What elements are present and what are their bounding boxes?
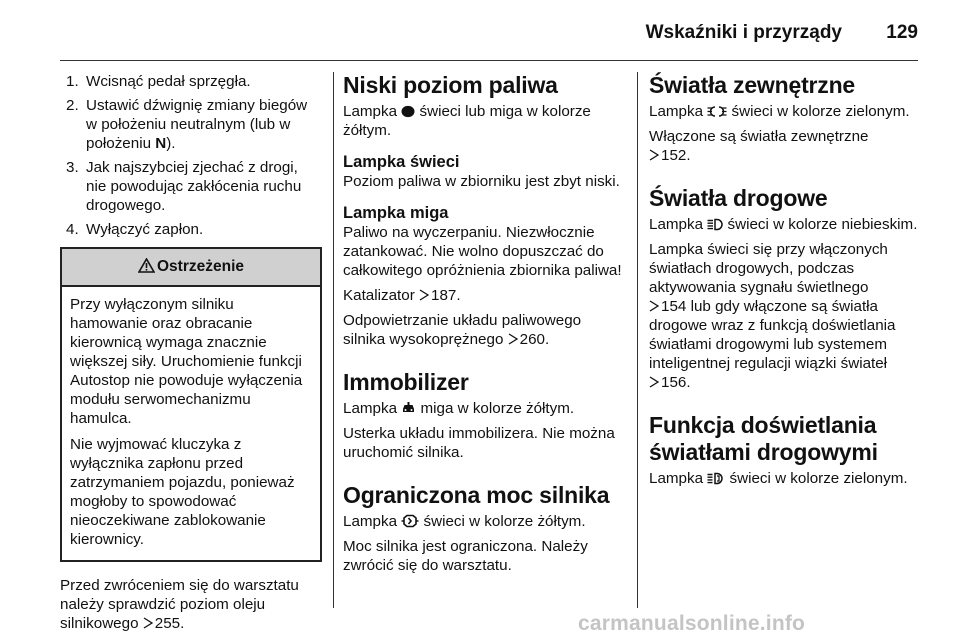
- reduced-power-icon: [401, 514, 419, 528]
- list-item: 4. Wyłączyć zapłon.: [66, 221, 204, 238]
- catalyst-ref: Katalizator 187.: [343, 287, 461, 304]
- fuel-lamp-icon: [401, 105, 415, 118]
- page-ref-arrow-icon: [649, 149, 659, 161]
- page-ref-arrow-icon: [649, 376, 659, 388]
- warning-title: Ostrzeżenie: [156, 258, 244, 275]
- bleed-ref: Odpowietrzanie układu paliwowego silnika wysokoprężnego 260.: [343, 312, 582, 348]
- steps-list: [60, 72, 322, 239]
- high-beam-text: Lampka świeci się przy włączonych światłach drogowych, podczas aktywowania sygnału świetlnego 154 lub gdy włączone są światła drogowe wraz z funkcją doświetlania światłami drogowymi lub systemem inteligentnej regulacji wiązki świateł 156.: [649, 241, 896, 391]
- immobilizer-heading: Immobilizer: [343, 369, 469, 395]
- fuel-flash-text: Paliwo na wyczerpaniu. Niezwłocznie zatankować. Nie wolno dopuszczać do całkowitego opróżnienia zbiornika paliwa!: [343, 224, 622, 279]
- column-3: [649, 72, 924, 494]
- immobilizer-text: Usterka układu immobilizera. Nie można uruchomić silnika.: [343, 425, 615, 461]
- warning-text-2: Nie wyjmować kluczyka z wyłącznika zapłonu przed zatrzymaniem pojazdu, ponieważ mogłoby to spowodować nieoczekiwane zablokowanie kierownicy.: [70, 436, 295, 548]
- page-header-title: Wskaźniki i przyrządy: [645, 22, 842, 43]
- power-heading: Ograniczona moc silnika: [343, 482, 610, 508]
- list-item: 3. Jak najszybciej zjechać z drogi, nie powodując zakłócenia ruchu drogowego.: [66, 159, 302, 214]
- power-text: Moc silnika jest ograniczona. Należy zwrócić się do warsztatu.: [343, 538, 588, 574]
- immobilizer-car-key-icon: [401, 401, 416, 415]
- high-beam-assist-intro: Lampka świeci w kolorze zielonym.: [649, 470, 908, 487]
- fuel-intro: Lampka świeci lub miga w kolorze żółtym.: [343, 103, 591, 139]
- page-ref-arrow-icon: [508, 333, 518, 345]
- high-beam-intro: Lampka świeci w kolorze niebieskim.: [649, 216, 918, 233]
- warning-box: [60, 247, 322, 562]
- warning-triangle-icon: [138, 258, 155, 273]
- high-beam-assist-icon: [707, 472, 725, 485]
- high-beam-icon: [707, 218, 723, 231]
- header-rule: [60, 60, 918, 61]
- high-beam-assist-heading: Funkcja doświetlania światłami drogowymi: [649, 412, 878, 465]
- list-item: 2. Ustawić dźwignię zmiany biegów w położeniu neutralnym (lub w położeniu N).: [66, 97, 308, 152]
- column-divider-1: [333, 72, 334, 608]
- side-lights-icon: [707, 105, 727, 118]
- page-header: [60, 0, 918, 62]
- column-divider-2: [637, 72, 638, 608]
- column-1: [60, 72, 322, 639]
- list-item: 1. Wcisnąć pedał sprzęgła.: [66, 73, 251, 90]
- fuel-flash-heading: Lampka miga: [343, 204, 449, 222]
- page-number: 129: [886, 22, 918, 43]
- oil-check-text: Przed zwróceniem się do warsztatu należy sprawdzić poziom oleju silnikowego 255.: [60, 577, 299, 632]
- power-intro: Lampka świeci w kolorze żółtym.: [343, 513, 586, 530]
- page-ref-arrow-icon: [649, 300, 659, 312]
- warning-text-1: Przy wyłączonym silniku hamowanie oraz obracanie kierownicą wymaga znacznie większej siły. Uruchomienie funkcji Autostop nie powoduje wyłączenia modułu serwomechanizmu hamulca.: [70, 296, 303, 427]
- warning-header: [62, 249, 320, 287]
- exterior-lights-heading: Światła zewnętrzne: [649, 72, 856, 98]
- fuel-heading: Niski poziom paliwa: [343, 72, 558, 98]
- exterior-lights-intro: Lampka świeci w kolorze zielonym.: [649, 103, 910, 120]
- immobilizer-intro: Lampka miga w kolorze żółtym.: [343, 400, 575, 417]
- column-2: [343, 72, 625, 581]
- fuel-lit-text: Poziom paliwa w zbiorniku jest zbyt niski.: [343, 173, 620, 190]
- page-ref-arrow-icon: [143, 617, 153, 629]
- high-beam-heading: Światła drogowe: [649, 185, 828, 211]
- exterior-lights-text: Włączone są światła zewnętrzne 152.: [649, 128, 869, 164]
- watermark-text: carmanualsonline.info: [578, 612, 806, 635]
- fuel-lit-heading: Lampka świeci: [343, 153, 460, 171]
- page-ref-arrow-icon: [419, 289, 429, 301]
